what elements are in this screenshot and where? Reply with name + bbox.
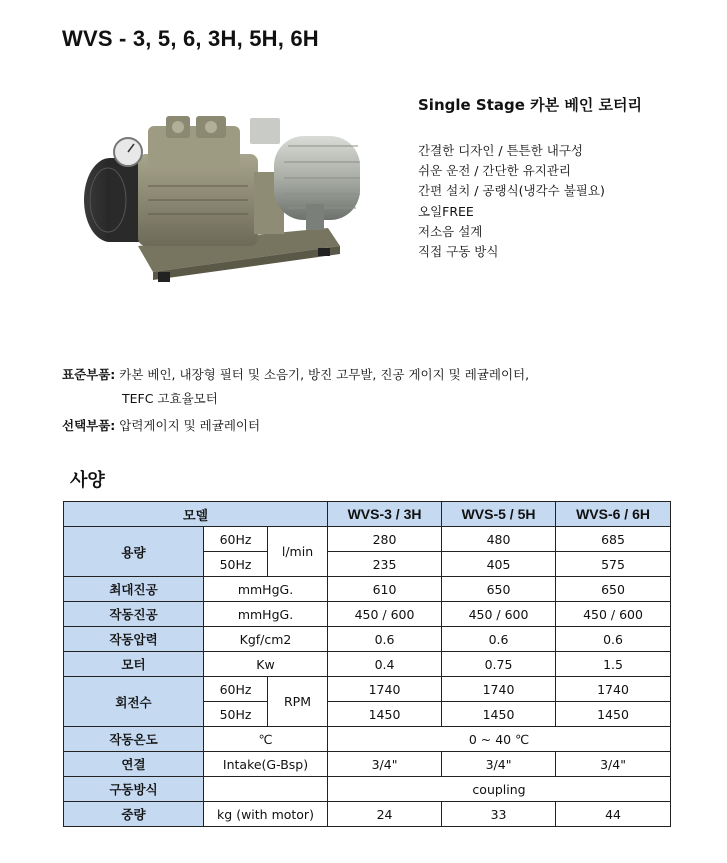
optional-parts-label: 선택부품: <box>62 418 116 433</box>
connection-wvs6: 3/4" <box>556 752 671 777</box>
max-vacuum-wvs5: 650 <box>442 577 556 602</box>
feature-item: 직접 구동 방식 <box>418 244 499 260</box>
capacity-50-wvs6: 575 <box>556 552 671 577</box>
capacity-50-wvs5: 405 <box>442 552 556 577</box>
standard-parts <box>62 365 529 383</box>
temperature-value: 0 ~ 40 ℃ <box>328 727 671 752</box>
feature-item: 간결한 디자인 / 튼튼한 내구성 <box>418 143 584 158</box>
connection-wvs5: 3/4" <box>442 752 556 777</box>
work-vacuum-wvs6: 450 / 600 <box>556 602 671 627</box>
rotation-50hz: 50Hz <box>204 702 268 727</box>
product-subtitle: Single Stage 카본 베인 로터리 <box>418 96 643 114</box>
capacity-60-wvs3: 280 <box>328 527 442 552</box>
optional-parts-text: 압력게이지 및 레귤레이터 <box>115 418 261 433</box>
connection-label: 연결 <box>64 752 204 777</box>
table-row <box>64 677 671 702</box>
weight-wvs3: 24 <box>328 802 442 827</box>
vacuum-pump-illustration <box>78 96 368 292</box>
weight-unit: kg (with motor) <box>204 802 328 827</box>
max-vacuum-wvs3: 610 <box>328 577 442 602</box>
max-vacuum-label: 최대진공 <box>64 577 204 602</box>
work-pressure-wvs5: 0.6 <box>442 627 556 652</box>
model-header: 모델 <box>64 502 328 527</box>
weight-wvs6: 44 <box>556 802 671 827</box>
work-vacuum-label: 작동진공 <box>64 602 204 627</box>
rotation-60hz: 60Hz <box>204 677 268 702</box>
work-pressure-wvs6: 0.6 <box>556 627 671 652</box>
table-row <box>64 652 671 677</box>
work-vacuum-unit: mmHgG. <box>204 602 328 627</box>
capacity-50hz: 50Hz <box>204 552 268 577</box>
feature-item: 저소음 설계 <box>418 223 483 239</box>
rotation-60-wvs5: 1740 <box>442 677 556 702</box>
capacity-50-wvs3: 235 <box>328 552 442 577</box>
capacity-60-wvs6: 685 <box>556 527 671 552</box>
standard-parts-text: 카본 베인, 내장형 필터 및 소음기, 방진 고무발, 진공 게이지 및 레귤레이터, <box>115 367 530 382</box>
table-row <box>64 802 671 827</box>
max-vacuum-wvs6: 650 <box>556 577 671 602</box>
table-row <box>64 527 671 552</box>
capacity-label: 용량 <box>64 527 204 577</box>
drive-value: coupling <box>328 777 671 802</box>
work-pressure-unit: Kgf/cm2 <box>204 627 328 652</box>
temperature-label: 작동온도 <box>64 727 204 752</box>
table-row <box>64 577 671 602</box>
standard-parts-continued: TEFC 고효율모터 <box>122 391 218 406</box>
capacity-unit: l/min <box>268 527 328 577</box>
standard-parts-label: 표준부품: <box>62 367 116 382</box>
feature-item: 오일FREE <box>418 203 474 219</box>
table-row <box>64 602 671 627</box>
connection-unit: Intake(G-Bsp) <box>204 752 328 777</box>
motor-wvs3: 0.4 <box>328 652 442 677</box>
rotation-50-wvs6: 1450 <box>556 702 671 727</box>
page-title: WVS - 3, 5, 6, 3H, 5H, 6H <box>62 26 319 51</box>
connection-wvs3: 3/4" <box>328 752 442 777</box>
table-row <box>64 727 671 752</box>
feature-item: 간편 설치 / 공랭식(냉각수 불필요) <box>418 183 605 199</box>
rotation-60-wvs6: 1740 <box>556 677 671 702</box>
max-vacuum-unit: mmHgG. <box>204 577 328 602</box>
capacity-60-wvs5: 480 <box>442 527 556 552</box>
drive-label: 구동방식 <box>64 777 204 802</box>
spec-heading: 사양 <box>70 470 105 491</box>
optional-parts <box>62 416 260 434</box>
drive-unit <box>204 777 328 802</box>
table-row <box>64 502 671 527</box>
motor-wvs6: 1.5 <box>556 652 671 677</box>
motor-wvs5: 0.75 <box>442 652 556 677</box>
temperature-unit: ℃ <box>204 727 328 752</box>
spec-table <box>63 501 671 827</box>
table-row <box>64 627 671 652</box>
rotation-60-wvs3: 1740 <box>328 677 442 702</box>
rotation-label: 회전수 <box>64 677 204 727</box>
motor-label: 모터 <box>64 652 204 677</box>
rotation-50-wvs5: 1450 <box>442 702 556 727</box>
rotation-unit: RPM <box>268 677 328 727</box>
model-header-wvs3: WVS-3 / 3H <box>328 502 442 527</box>
capacity-60hz: 60Hz <box>204 527 268 552</box>
table-row <box>64 752 671 777</box>
model-header-wvs6: WVS-6 / 6H <box>556 502 671 527</box>
motor-unit: Kw <box>204 652 328 677</box>
table-row <box>64 777 671 802</box>
weight-wvs5: 33 <box>442 802 556 827</box>
work-pressure-wvs3: 0.6 <box>328 627 442 652</box>
model-header-wvs5: WVS-5 / 5H <box>442 502 556 527</box>
weight-label: 중량 <box>64 802 204 827</box>
feature-list <box>418 141 605 262</box>
work-pressure-label: 작동압력 <box>64 627 204 652</box>
work-vacuum-wvs5: 450 / 600 <box>442 602 556 627</box>
work-vacuum-wvs3: 450 / 600 <box>328 602 442 627</box>
rotation-50-wvs3: 1450 <box>328 702 442 727</box>
feature-item: 쉬운 운전 / 간단한 유지관리 <box>418 163 571 179</box>
